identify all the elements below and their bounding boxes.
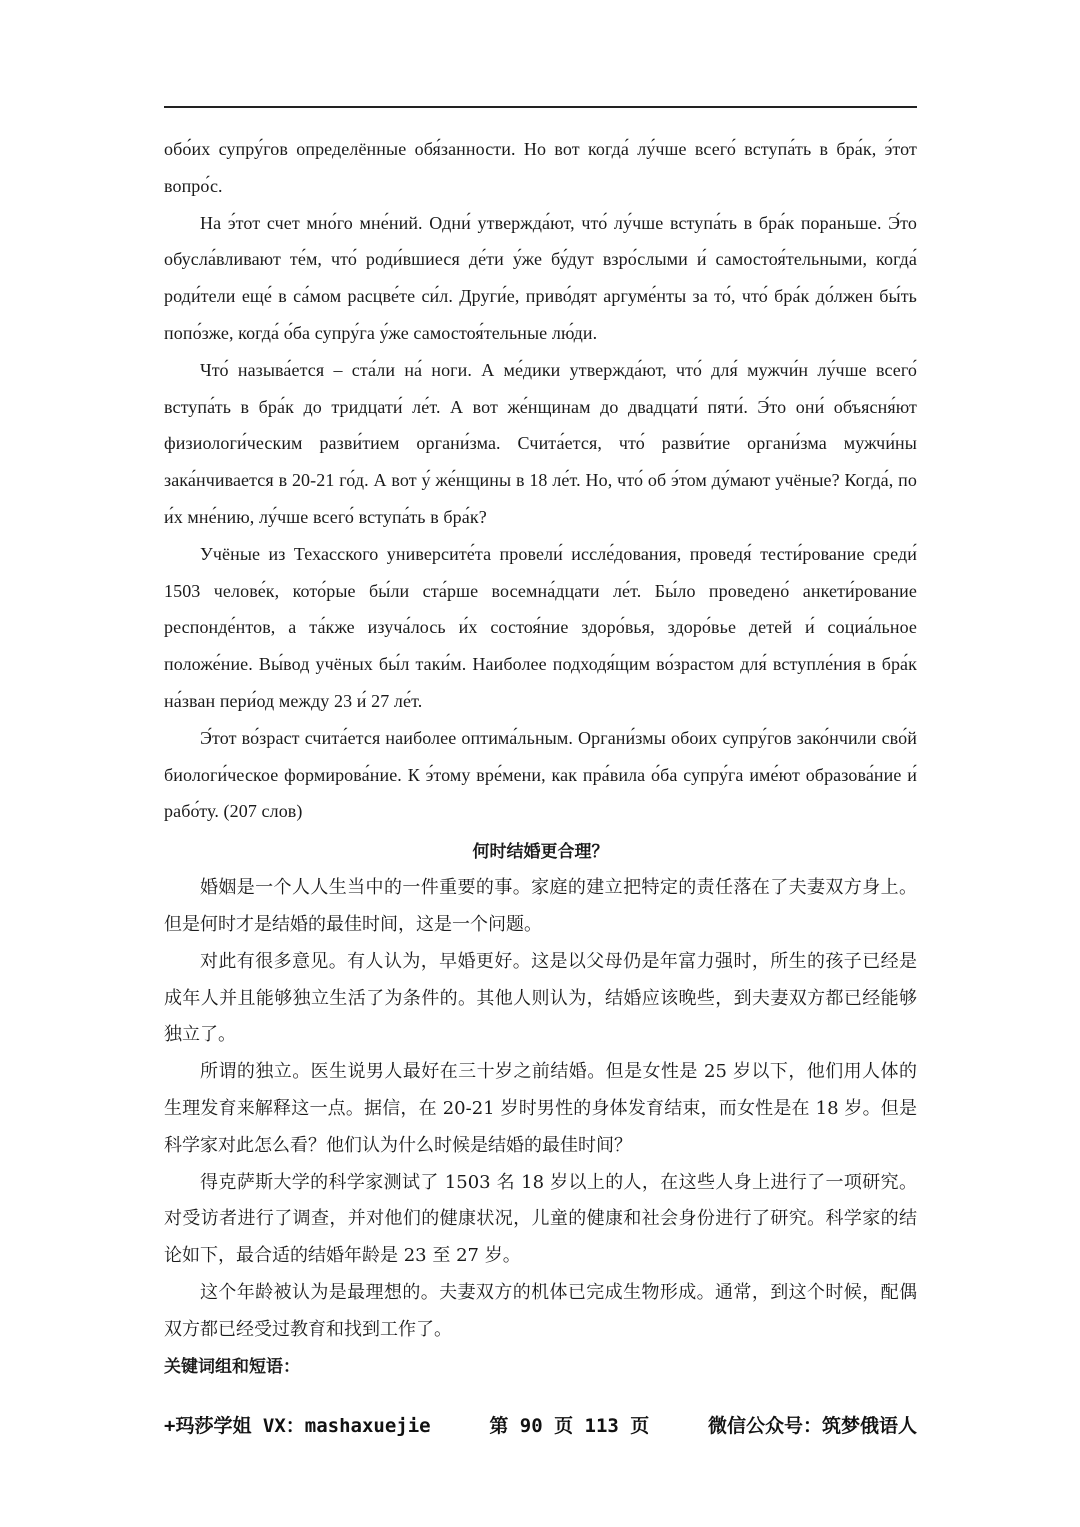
russian-paragraph: Учёные из Техасского университе́та провели́ иссле́дования, проведя́ тести́рование среди́ 1503 челове́к, кото́рые бы́ли ста́рше восемна́дцати ле́т. Бы́ло проведено́ анкети́рование респонде́нтов, а та́кже изуча́лось и́х состоя́ние здоро́вья, здоро́вье детей и́ социа́льное положе́ние. Вы́вод учёных бы́л таки́м. Наиболее подходя́щим во́зрастом для́ вступле́ния в бра́к на́зван пери́од между 23 и́ 27 ле́т. [164,543,917,711]
page-footer [164,1406,917,1442]
chinese-paragraph: 得克萨斯大学的科学家测试了 1503 名 18 岁以上的人，在这些人身上进行了一项研究。对受访者进行了调查，并对他们的健康状况，儿童的健康和社会身份进行了研究。科学家的结论如下，最合适的结婚年龄是 23 至 27 岁。 [164,1171,917,1267]
chinese-text [164,870,917,1348]
header-rule [164,106,917,108]
chinese-paragraph: 对此有很多意见。有人认为，早婚更好。这是以父母仍是年富力强时，所生的孩子已经是成年人并且能够独立生活了为条件的。其他人则认为，结婚应该晚些，到夫妻双方都已经能够独立了。 [164,950,917,1046]
footer-page-number: 第 90 页 113 页 [489,1414,650,1437]
russian-paragraph: обо́их супру́гов определённые обя́занности. Но вот когда́ лу́чше всего́ вступа́ть в бра́к, э́тот вопро́с. [164,139,917,196]
footer-account: 微信公众号：筑梦俄语人 [707,1414,917,1437]
chinese-paragraph: 这个年龄被认为是最理想的。夫妻双方的机体已完成生物形成。通常，到这个时候，配偶双方都已经受过教育和找到工作了。 [164,1281,917,1340]
keywords-heading: 关键词组和短语： [164,1356,300,1377]
chinese-paragraph: 所谓的独立。医生说男人最好在三十岁之前结婚。但是女性是 25 岁以下，他们用人体的生理发育来解释这一点。据信，在 20-21 岁时男性的身体发育结束，而女性是在 18 岁。但是科学家对此怎么看？他们认为什么时候是结婚的最佳时间？ [164,1061,917,1156]
footer-contact: +玛莎学姐 VX：mashaxuejie [164,1414,431,1437]
chinese-paragraph: 婚姻是一个人人生当中的一件重要的事。家庭的建立把特定的责任落在了夫妻双方身上。但是何时才是结婚的最佳时间，这是一个问题。 [164,877,917,935]
page-content [164,131,917,1385]
russian-paragraph: Что́ называ́ется – ста́ли на́ ноги. А ме́дики утвержда́ют, что́ для́ мужчи́н лу́чше всего́ вступа́ть в бра́к до тридцати́ ле́т. А вот же́нщинам до двадцати́ пяти́. Э́то они́ объясня́ют физиологи́ческим разви́тием органи́зма. Счита́ется, что́ разви́тие органи́зма мужчи́ны зака́нчивается в 20-21 го́д. А вот у́ же́нщины в 18 ле́т. Но, что́ об э́том ду́мают учёные? Когда́, по и́х мне́нию, лу́чше всего́ вступа́ть в бра́к? [164,359,917,527]
russian-paragraph: Э́тот во́зраст счита́ется наиболее оптима́льным. Органи́змы обоих супру́гов зако́нчили сво́й биологи́ческое формирова́ние. К э́тому вре́мени, как пра́вила о́ба супру́га име́ют образова́ние и́ рабо́ту. (207 слов) [164,727,917,822]
russian-paragraph: На э́тот счет мно́го мне́ний. Одни́ утвержда́ют, что́ лу́чше вступа́ть в бра́к пораньше. Э́то обусла́вливают те́м, что́ роди́вшиеся де́ти у́же бу́дут взро́слыми и́ самостоя́тельными, когда́ роди́тели еще́ в са́мом расцве́те си́л. Други́е, приво́дят аргуме́нты за то́, что́ бра́к до́лжен бы́ть попо́зже, когда́ о́ба супру́га у́же самостоя́тельные лю́ди. [164,212,917,343]
chinese-title: 何时结婚更合理？ [472,842,609,863]
russian-text [164,131,917,830]
